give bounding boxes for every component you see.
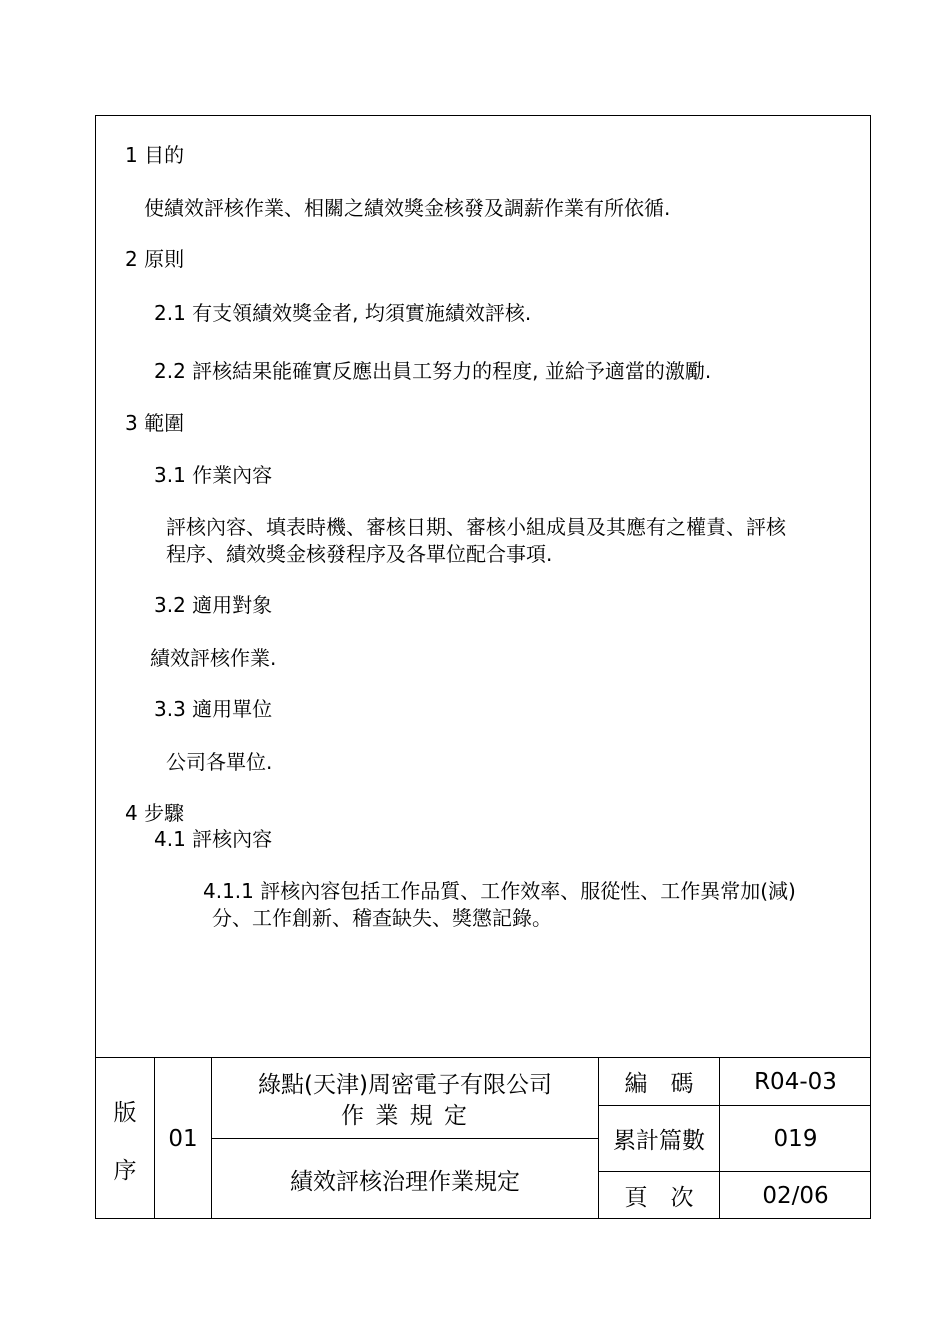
section-3-3-body: 公司各單位. bbox=[166, 750, 273, 774]
section-4-heading: 4 步驟 bbox=[125, 801, 185, 825]
section-1-body: 使績效評核作業、相關之績效獎金核發及調薪作業有所依循. bbox=[144, 196, 671, 220]
section-4-1-title: 4.1 評核內容 bbox=[154, 827, 273, 851]
count-value: 019 bbox=[773, 1125, 818, 1152]
code-label: 編 碼 bbox=[624, 1071, 694, 1097]
section-1-heading: 1 目的 bbox=[125, 143, 185, 167]
section-2-1-text: 2.1 有支領績效獎金者, 均須實施績效評核. bbox=[154, 301, 532, 325]
section-2-2-text: 2.2 評核結果能確實反應出員工努力的程度, 並給予適當的激勵. bbox=[154, 359, 712, 383]
count-label: 累計篇數 bbox=[613, 1128, 705, 1154]
company-name: 綠點(天津)周密電子有限公司 bbox=[258, 1071, 552, 1098]
section-3-1-body-line2: 程序、績效獎金核發程序及各單位配合事項. bbox=[166, 542, 553, 566]
section-3-1-body-line1: 評核內容、填表時機、審核日期、審核小組成員及其應有之權責、評核 bbox=[166, 515, 786, 539]
version-value: 01 bbox=[168, 1125, 198, 1152]
section-3-2-title: 3.2 適用對象 bbox=[154, 593, 273, 617]
section-3-heading: 3 範圍 bbox=[125, 411, 185, 435]
section-3-2-body: 績效評核作業. bbox=[150, 646, 277, 670]
section-2-heading: 2 原則 bbox=[125, 247, 185, 271]
doc-type: 作 業 規 定 bbox=[341, 1102, 469, 1129]
page-label: 頁 次 bbox=[624, 1185, 694, 1211]
section-3-1-title: 3.1 作業內容 bbox=[154, 463, 273, 487]
section-3-3-title: 3.3 適用單位 bbox=[154, 697, 273, 721]
section-4-1-1-line1: 4.1.1 評核內容包括工作品質、工作效率、服從性、工作異常加(減) bbox=[203, 879, 796, 903]
code-value: R04-03 bbox=[754, 1068, 837, 1095]
version-label: 版 bbox=[113, 1099, 137, 1126]
section-4-1-1-line2: 分、工作創新、稽查缺失、獎懲記錄。 bbox=[212, 906, 552, 930]
doc-title: 績效評核治理作業規定 bbox=[290, 1168, 520, 1195]
version-label: 序 bbox=[113, 1157, 137, 1184]
page-value: 02/06 bbox=[762, 1182, 829, 1209]
